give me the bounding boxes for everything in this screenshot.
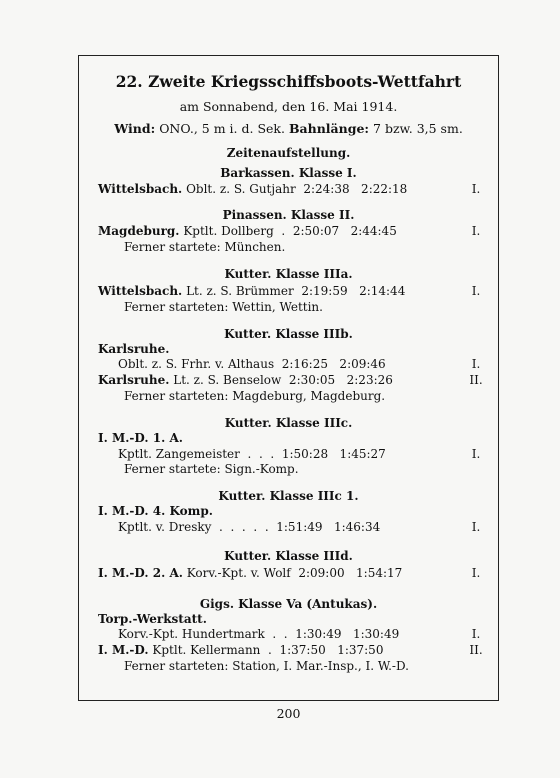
section-heading: Kutter. Klasse IIIc. xyxy=(224,416,353,430)
result-detail: Kptlt. Dollberg . 2:50:07 2:44:45 xyxy=(183,224,397,238)
result-line xyxy=(98,566,402,580)
boat-name: Wittelsbach. xyxy=(98,284,183,298)
boat-name: Magdeburg. xyxy=(98,224,180,238)
result-detail: Lt. z. S. Benselow 2:30:05 2:23:26 xyxy=(173,373,393,387)
section-heading-zeitenaufstellung: Zeitenaufstellung. xyxy=(226,146,351,160)
rank: I. xyxy=(471,284,481,298)
result-line xyxy=(98,504,213,518)
result-detail: Oblt. z. S. Gutjahr 2:24:38 2:22:18 xyxy=(186,182,408,196)
section-heading: Kutter. Klasse IIIa. xyxy=(224,267,353,281)
course-value: 7 bzw. 3,5 sm. xyxy=(373,121,463,136)
result-line xyxy=(98,182,407,196)
race-title: 22. Zweite Kriegsschiffsboots-Wettfahrt xyxy=(115,72,462,91)
boat-name: Torp.-Werkstatt. xyxy=(98,612,207,626)
boat-name: Karlsruhe. xyxy=(98,373,170,387)
wind-line xyxy=(78,121,499,136)
section-heading: Barkassen. Klasse I. xyxy=(220,166,357,180)
rank: I. xyxy=(471,357,481,371)
result-detail: Kptlt. Kellermann . 1:37:50 1:37:50 xyxy=(152,643,384,657)
rank: I. xyxy=(471,520,481,534)
rank: II. xyxy=(469,643,483,657)
result-line xyxy=(98,224,397,238)
result-detail: Lt. z. S. Brümmer 2:19:59 2:14:44 xyxy=(186,284,406,298)
boat-name: Wittelsbach. xyxy=(98,182,183,196)
rank: II. xyxy=(469,373,483,387)
result-line xyxy=(98,431,183,445)
result-detail: Oblt. z. S. Frhr. v. Althaus 2:16:25 2:09:46 xyxy=(118,357,386,371)
rank: I. xyxy=(471,224,481,238)
result-detail: Kptlt. v. Dresky . . . . . 1:51:49 1:46:34 xyxy=(118,520,381,534)
also-started: Ferner startete: München. xyxy=(124,240,286,254)
boat-name: I. M.-D. 2. A. xyxy=(98,566,183,580)
section-heading: Kutter. Klasse IIIb. xyxy=(224,327,353,341)
rank: I. xyxy=(471,627,481,641)
page-number: 200 xyxy=(276,706,301,721)
section-heading: Pinassen. Klasse II. xyxy=(222,208,355,222)
section-heading: Kutter. Klasse IIId. xyxy=(224,549,353,563)
rank: I. xyxy=(471,182,481,196)
result-line xyxy=(98,342,169,356)
rank: I. xyxy=(471,447,481,461)
result-line xyxy=(98,612,207,626)
boat-name: Karlsruhe. xyxy=(98,342,170,356)
rank: I. xyxy=(471,566,481,580)
section-heading: Kutter. Klasse IIIc 1. xyxy=(218,489,359,503)
boat-name: I. M.-D. 1. A. xyxy=(98,431,183,445)
result-detail: Korv.-Kpt. Hundertmark . . 1:30:49 1:30:49 xyxy=(118,627,400,641)
boat-name: I. M.-D. xyxy=(98,643,149,657)
result-detail: Kptlt. Zangemeister . . . 1:50:28 1:45:27 xyxy=(118,447,386,461)
also-started: Ferner starteten: Station, I. Mar.-Insp., I. W.-D. xyxy=(124,659,409,673)
also-started: Ferner startete: Sign.-Komp. xyxy=(124,462,299,476)
course-label: Bahnlänge: xyxy=(288,121,370,136)
result-line xyxy=(98,373,393,387)
section-heading: Gigs. Klasse Va (Antukas). xyxy=(199,597,378,611)
result-line xyxy=(98,643,383,657)
also-started: Ferner starteten: Wettin, Wettin. xyxy=(124,300,323,314)
wind-value: ONO., 5 m i. d. Sek. xyxy=(159,121,285,136)
result-detail: Korv.-Kpt. v. Wolf 2:09:00 1:54:17 xyxy=(186,566,403,580)
result-line xyxy=(98,284,405,298)
race-date: am Sonnabend, den 16. Mai 1914. xyxy=(179,99,398,114)
also-started: Ferner starteten: Magdeburg, Magdeburg. xyxy=(124,389,386,403)
boat-name: I. M.-D. 4. Komp. xyxy=(98,504,213,518)
wind-label: Wind: xyxy=(114,121,156,136)
